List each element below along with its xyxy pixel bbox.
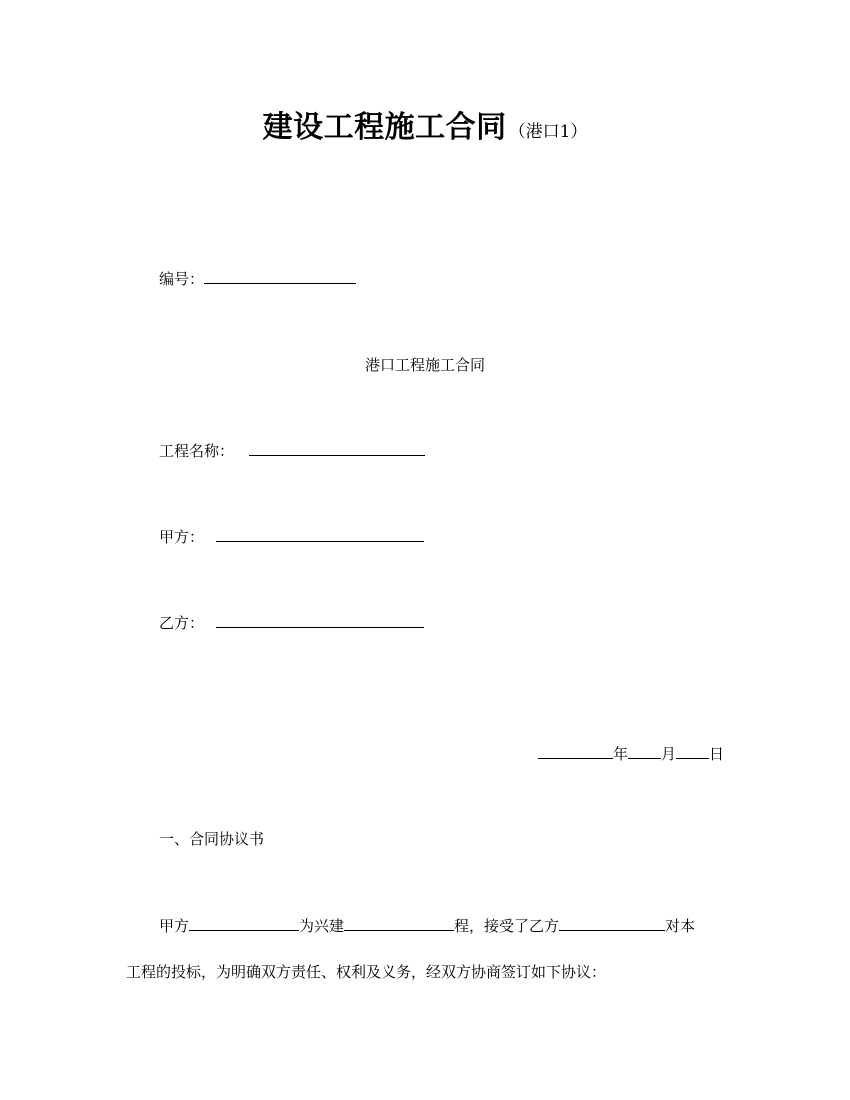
- month-label: 月: [660, 745, 676, 763]
- party-b-label: 乙方：: [159, 614, 205, 632]
- party-a-name-blank[interactable]: [189, 915, 299, 931]
- document-title: [0, 102, 850, 146]
- agreement-line-2: 工程的投标，为明确双方责任、权利及义务，经双方协商签订如下协议：: [126, 963, 607, 981]
- number-row: [159, 268, 356, 289]
- day-label: 日: [708, 745, 724, 763]
- party-a-label: 甲方：: [159, 528, 205, 546]
- agreement-line-1: [159, 915, 759, 936]
- number-label: 编号：: [159, 270, 205, 288]
- agreement-seg3: 程，接受了乙方: [454, 917, 560, 935]
- agreement-seg1: 甲方: [159, 917, 190, 935]
- project-name-blank[interactable]: [249, 440, 425, 456]
- section-heading: 一、合同协议书: [159, 830, 265, 848]
- month-blank[interactable]: [628, 743, 661, 759]
- project-name-row: [159, 440, 425, 461]
- day-blank[interactable]: [676, 743, 709, 759]
- date-line: [538, 743, 724, 764]
- agreement-seg2: 为兴建: [299, 917, 345, 935]
- project-blank[interactable]: [344, 915, 454, 931]
- agreement-seg4: 对本: [665, 917, 696, 935]
- title-main: 建设工程施工合同: [262, 110, 507, 145]
- party-b-name-blank[interactable]: [559, 915, 665, 931]
- year-blank[interactable]: [538, 743, 613, 759]
- party-a-row: [159, 526, 424, 547]
- number-blank[interactable]: [204, 268, 356, 284]
- party-a-blank[interactable]: [216, 526, 424, 542]
- year-label: 年: [612, 745, 628, 763]
- contract-subtitle: 港口工程施工合同: [364, 356, 485, 374]
- party-b-blank[interactable]: [216, 612, 424, 628]
- party-b-row: [159, 612, 424, 633]
- project-name-label: 工程名称：: [159, 442, 235, 460]
- title-suffix: （港口1）: [508, 122, 588, 142]
